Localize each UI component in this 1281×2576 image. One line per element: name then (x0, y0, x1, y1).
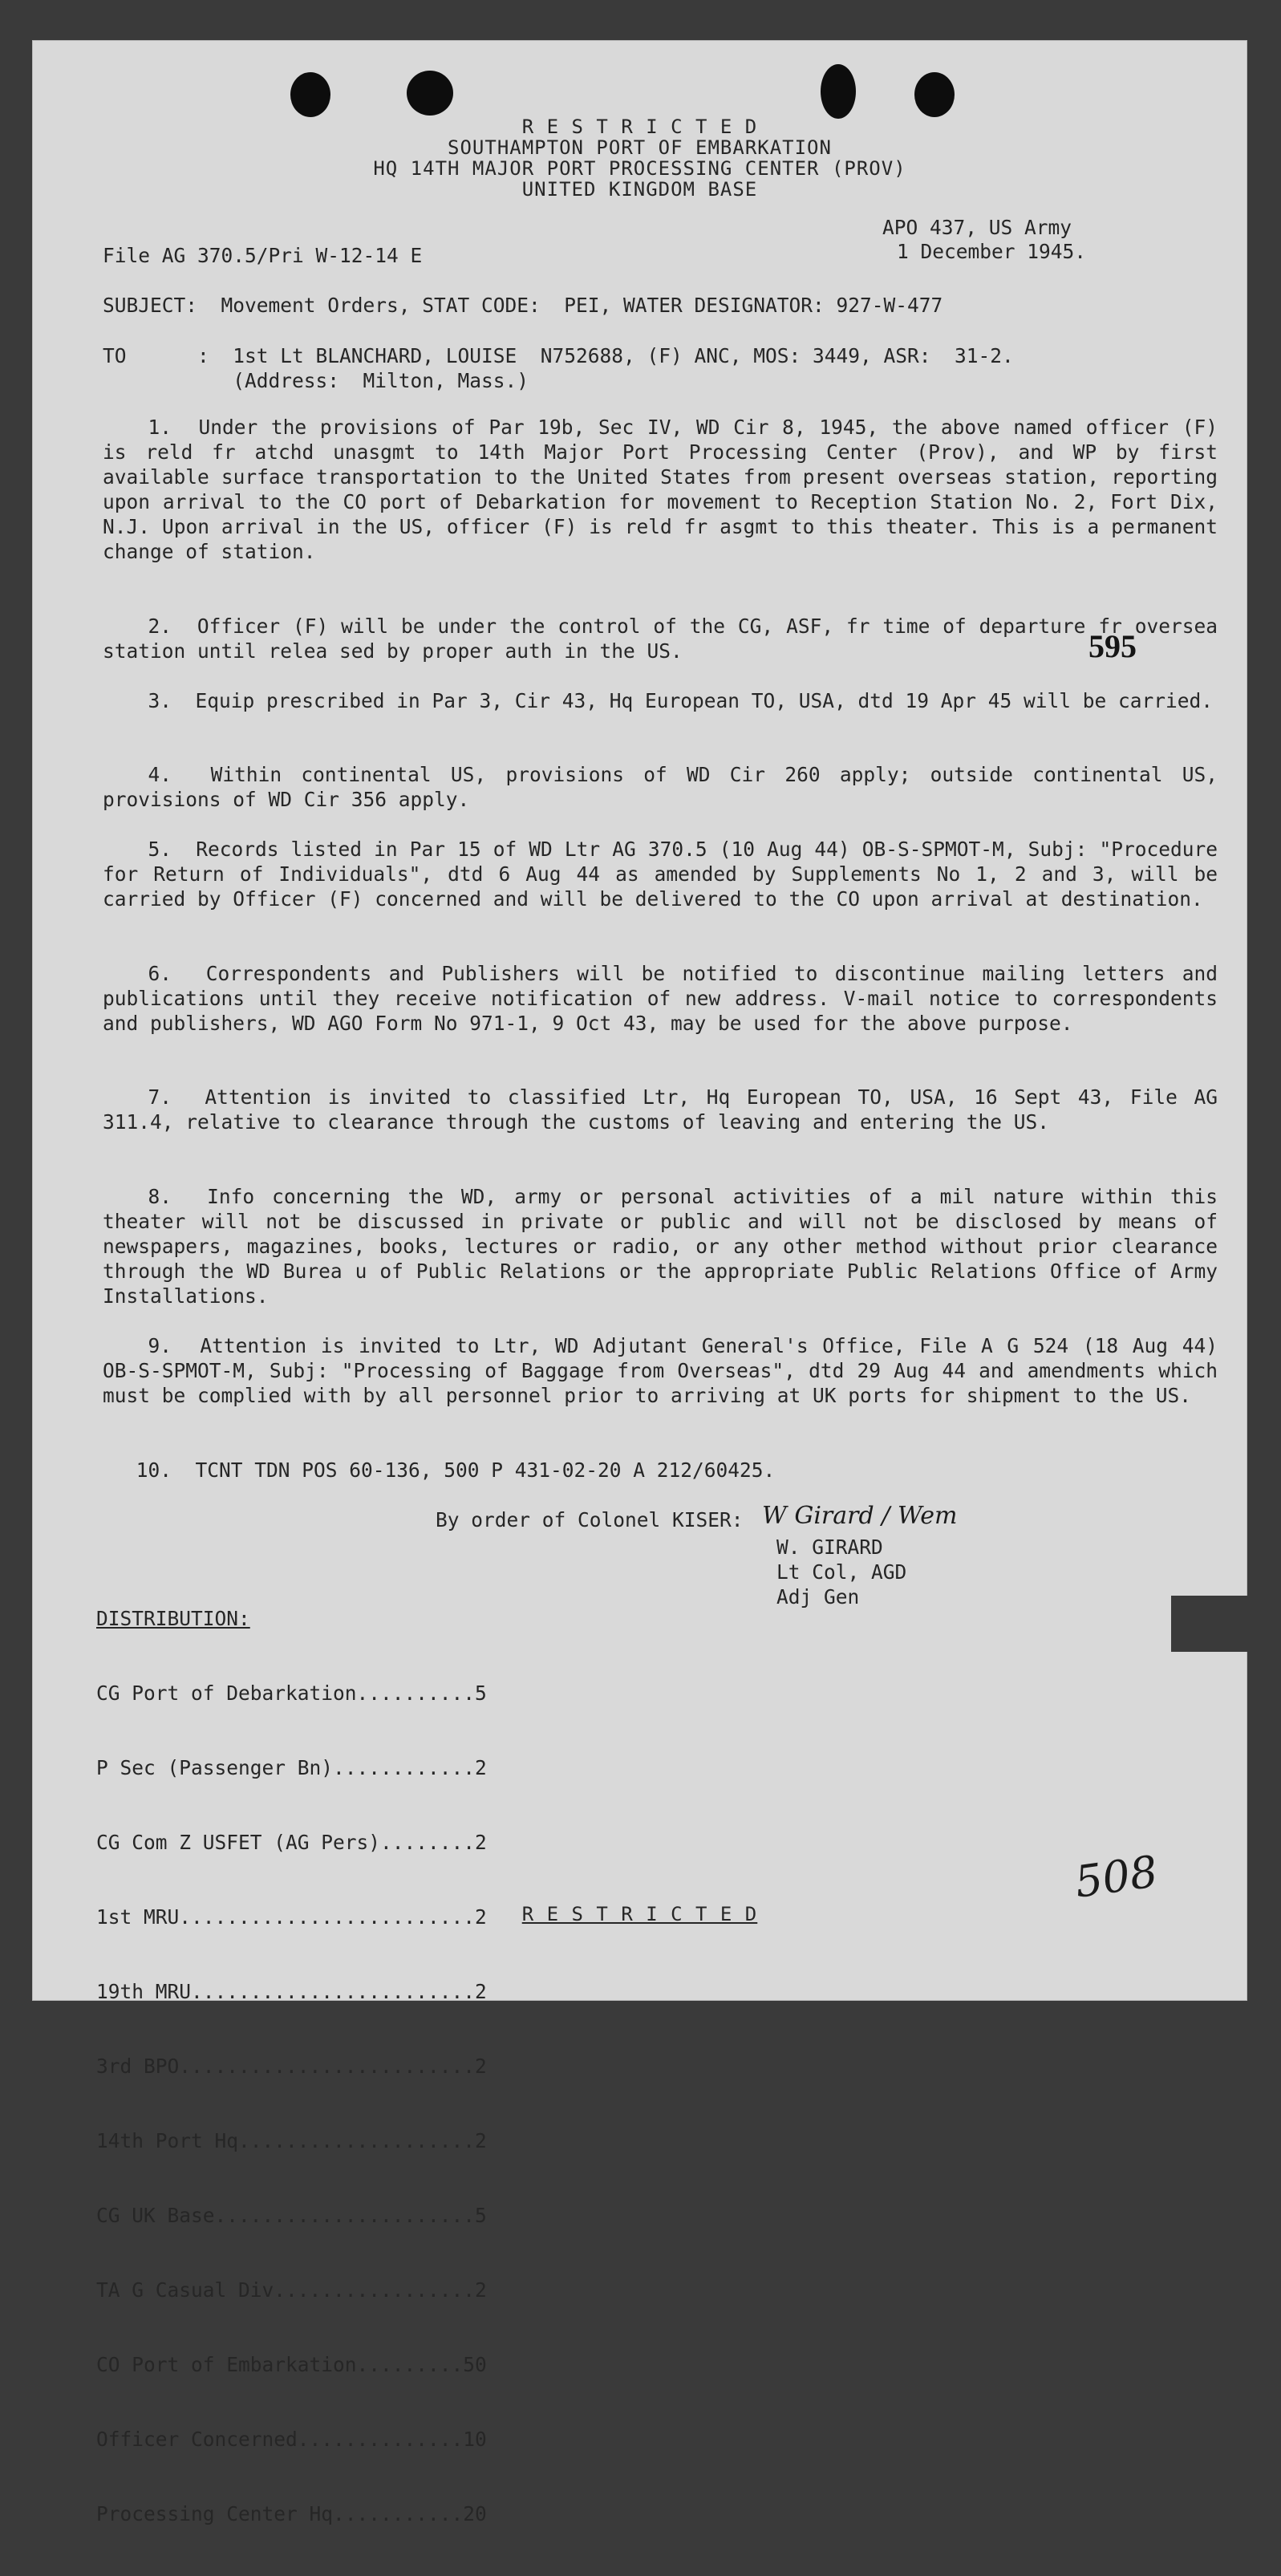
punch-hole (407, 71, 453, 116)
paragraph-number: 6. (148, 962, 172, 985)
classification-footer: R E S T R I C T E D (521, 1903, 758, 1925)
distribution-row: CG Com Z USFET (AG Pers)........2 (96, 1831, 487, 1854)
order-line: By order of Colonel KISER: (436, 1508, 744, 1531)
address-line: (Address: Milton, Mass.) (103, 369, 529, 392)
distribution-title: DISTRIBUTION: (96, 1607, 250, 1630)
distribution-row: CG UK Base......................5 (96, 2204, 487, 2227)
distribution-list (96, 1556, 487, 2576)
paragraph (103, 837, 1218, 911)
letterhead (32, 116, 1247, 200)
paragraph (103, 1333, 1218, 1408)
paragraph (103, 1085, 1218, 1134)
distribution-row: CG Port of Debarkation..........5 (96, 1681, 487, 1705)
distribution-row: TA G Casual Div.................2 (96, 2278, 487, 2302)
paragraph-text: Within continental US, provisions of WD Cir 260 apply; outside continental US, provisions of WD Cir 356 apply. (103, 763, 1218, 811)
paragraph-number: 5. (148, 838, 172, 861)
paragraph-text: Records listed in Par 15 of WD Ltr AG 370.5 (10 Aug 44) OB-S-SPMOT-M, Subj: "Procedure for Return of Individuals", dtd 6 Aug 44 as amended by Supplements No 1, 2 and 3, will be carried by Officer (F) concerned and will be delivered to the CO upon arrival at destination. (103, 838, 1218, 911)
paragraph-number: 1. (148, 416, 172, 439)
signer-title: Adj Gen (776, 1585, 860, 1608)
paragraph-text: Attention is invited to Ltr, WD Adjutant General's Office, File A G 524 (18 Aug 44) OB-S-SPMOT-M, Subj: "Processing of Baggage from Overseas", dtd 29 Aug 44 and amendments which must be complied with by all personnel prior to arriving at UK ports for shipment to the US. (103, 1334, 1218, 1407)
document-date: 1 December 1945. (897, 240, 1087, 263)
paragraph-text: TCNT TDN POS 60-136, 500 P 431-02-20 A 212/60425. (195, 1458, 776, 1482)
document-page (32, 40, 1247, 2525)
distribution-row: P Sec (Passenger Bn)............2 (96, 1756, 487, 1779)
signer-rank: Lt Col, AGD (776, 1560, 907, 1584)
subject-line: SUBJECT: Movement Orders, STAT CODE: PEI, WATER DESIGNATOR: 927-W-477 (103, 294, 943, 317)
paragraph (103, 762, 1218, 812)
letterhead-line: HQ 14TH MAJOR PORT PROCESSING CENTER (PROV) (373, 157, 906, 180)
paragraph (103, 614, 1218, 663)
distribution-row: Officer Concerned..............10 (96, 2428, 487, 2451)
paragraph-text: Officer (F) will be under the control of the CG, ASF, fr time of departure fr oversea station until relea sed by proper auth in the US. (103, 615, 1218, 663)
page-stamp-number: 595 (1088, 628, 1137, 664)
punch-hole (914, 72, 955, 117)
classification-header: R E S T R I C T E D (521, 116, 758, 138)
to-line: TO : 1st Lt BLANCHARD, LOUISE N752688, (F) ANC, MOS: 3449, ASR: 31-2. (103, 344, 1014, 367)
paragraph (103, 961, 1218, 1036)
paragraph (103, 1458, 1218, 1483)
handwritten-signature: W Girard / Wem (762, 1502, 958, 1530)
paragraph-text: Info concerning the WD, army or personal activities of a mil nature within this theater will not be discussed in private or public and will not be disclosed by means of newspapers, magazines, books, lectures or radio, or any other method without prior clearance through the WD Burea u of Public Relations or the appropriate Public Relations Office of Army Installations. (103, 1185, 1218, 1308)
paragraph-text: Correspondents and Publishers will be notified to discontinue mailing letters and publications until they receive notification of new address. V-mail notice to correspondents and publishers, WD AGO Form No 971-1, 9 Oct 43, may be used for the above purpose. (103, 962, 1218, 1035)
apo-line: APO 437, US Army (882, 216, 1072, 239)
paragraph (103, 415, 1218, 564)
paragraph-number: 9. (148, 1334, 172, 1357)
distribution-row: 3rd BPO.........................2 (96, 2055, 487, 2078)
paragraph (103, 1184, 1218, 1308)
paragraph-number: 8. (148, 1185, 172, 1208)
punch-hole (821, 64, 856, 119)
paragraph (103, 688, 1218, 713)
punch-hole (290, 72, 330, 117)
paragraph-number: 4. (148, 763, 172, 786)
letterhead-line: UNITED KINGDOM BASE (521, 178, 758, 201)
file-reference: File AG 370.5/Pri W-12-14 E (103, 244, 423, 267)
paragraph-number: 10. (136, 1458, 172, 1482)
scan-edge-block (1171, 1596, 1247, 1652)
handwritten-page-number: 508 (1072, 1846, 1161, 1908)
paragraph-text: Under the provisions of Par 19b, Sec IV, WD Cir 8, 1945, the above named officer (F) is reld fr atchd unasgmt to 14th Major Port Processing Center (Prov), and WP by first available surface transportation to the United States from present overseas station, reporting upon arrival to the CO port of Debarkation for movement to Reception Station No. 2, Fort Dix, N.J. Upon arrival in the US, officer (F) is reld fr asgmt to this theater. This is a permanent change of station. (103, 416, 1218, 563)
distribution-row: 19th MRU........................2 (96, 1980, 487, 2003)
paragraph-text: Attention is invited to classified Ltr, Hq European TO, USA, 16 Sept 43, File AG 311.4, relative to clearance through the customs of leaving and entering the US. (103, 1085, 1218, 1134)
letterhead-line: SOUTHAMPTON PORT OF EMBARKATION (448, 136, 832, 159)
paragraph-number: 3. (148, 689, 172, 712)
distribution-row: CO Port of Embarkation.........50 (96, 2353, 487, 2376)
paragraph-number: 7. (148, 1085, 172, 1109)
distribution-row: Processing Center Hq...........20 (96, 2502, 487, 2525)
distribution-row: 14th Port Hq....................2 (96, 2129, 487, 2152)
distribution-row: 1st MRU.........................2 (96, 1905, 487, 1929)
paragraph-number: 2. (148, 615, 172, 638)
paragraph-text: Equip prescribed in Par 3, Cir 43, Hq European TO, USA, dtd 19 Apr 45 will be carried. (195, 689, 1214, 712)
signer-name: W. GIRARD (776, 1535, 883, 1559)
